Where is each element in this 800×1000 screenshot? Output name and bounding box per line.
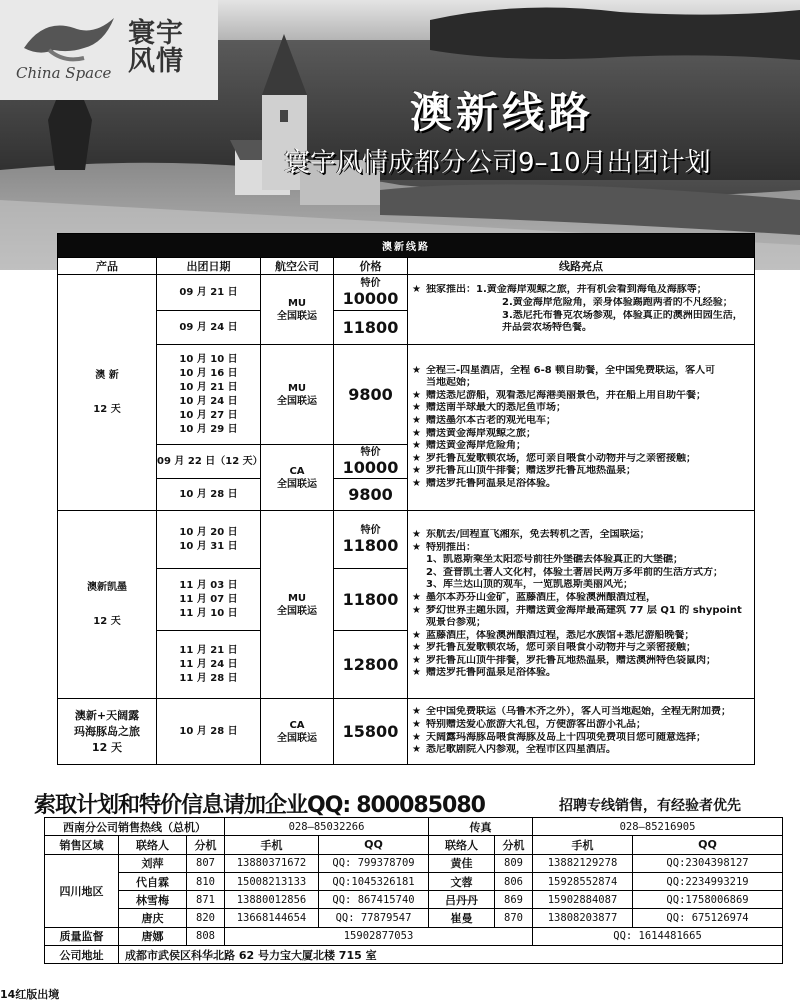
highlight-text: 赠送黄金海岸观鲸之旅； [426,427,536,439]
highlight-text: 罗托鲁瓦山顶牛排餐，罗托鲁瓦地热温泉，赠送澳洲特色袋鼠肉； [426,654,716,666]
star-icon: ★ [412,706,421,718]
highlight-line [412,428,750,441]
date: 11 月 07 日 [179,593,238,605]
contact-headline-text: 索取计划和特价信息请加企业QQ: [34,793,351,818]
qq: QQ:1758006869 [633,891,783,909]
contact-name: 吕丹丹 [429,891,495,909]
highlight-line [412,478,750,491]
contact-name: 刘萍 [119,854,187,872]
airline-cell [261,445,334,511]
departure-dates [157,311,261,345]
highlight-text: 全中国免费联运（乌鲁木齐之外），客人可当地起始，全程无附加费； [426,706,731,718]
logo-chinese-line2: 风情 [128,46,184,77]
qq: QQ: 867415740 [319,891,429,909]
col-contact: 联络人 [429,836,495,854]
header-product: 产品 [58,258,157,275]
extension: 807 [187,854,225,872]
col-mobile: 手机 [225,836,319,854]
page-footer: 14红版出境 [0,988,60,1000]
date: 10 月 21 日 [179,381,238,393]
qq: QQ:1045326181 [319,872,429,890]
star-icon: ★ [412,541,421,553]
departure-dates [157,275,261,311]
date: 10 月 20 日 [179,526,238,538]
date: 10 月 28 日 [179,725,238,737]
header-dates: 出团日期 [157,258,261,275]
col-region: 销售区域 [45,836,119,854]
price-amount: 10000 [342,457,399,477]
fax-label: 传真 [429,818,533,836]
highlight-text: 墨尔本苏芬山金矿，蓝藤酒庄，体验澳洲酿酒过程， [426,591,656,603]
highlight-line [412,732,750,745]
col-mobile: 手机 [533,836,633,854]
qa-label: 质量监督 [45,927,119,945]
airline-note: 全国联运 [277,605,317,617]
star-icon: ★ [412,452,421,464]
highlights-block-2 [408,345,755,511]
price-amount: 9800 [348,484,393,504]
star-icon: ★ [412,604,421,616]
logo-english: China Space [16,64,112,82]
price-cell [334,345,408,445]
highlight-text: 罗托鲁瓦山顶牛排餐；赠送罗托鲁瓦地热温泉； [426,465,636,477]
highlight-line [412,744,750,757]
highlight-line: 2.黄金海岸危险角，亲身体验踢跑两者的不凡经验； [502,296,733,308]
price-cell [334,445,408,479]
highlight-text: 赠送罗托鲁阿温泉足浴体验。 [426,477,556,489]
highlight-line [412,465,750,478]
highlight-text: 全程三-四星酒店，全程 6-8 顿自助餐，全中国免费联运，客人可 [426,364,716,376]
date: 10 月 10 日 [179,353,238,365]
highlight-text: 天阔露玛海豚岛喂食海豚及岛上十四项免费项目您可随意选择； [426,731,706,743]
qq: QQ: 77879547 [319,909,429,927]
header-airline: 航空公司 [261,258,334,275]
highlight-line [412,706,750,719]
contact-name: 崔曼 [429,909,495,927]
star-icon: ★ [412,414,421,426]
hero-banner [0,0,800,270]
highlight-line: 3.悉尼托布鲁克农场参观，体验真正的澳洲田园生活， [502,309,743,321]
recruitment-note: 招聘专线销售，有经验者优先 [559,798,741,814]
airline-note: 全国联运 [277,395,317,407]
highlights-block-1 [408,275,755,345]
highlights-block-4 [408,699,755,765]
star-icon: ★ [412,642,421,654]
date: 11 月 24 日 [179,658,238,670]
hero-subtitle: 寰宇风情成都分公司9–10月出团计划 [284,148,711,178]
extension: 806 [495,872,533,890]
star-icon: ★ [412,402,421,414]
star-icon: ★ [412,591,421,603]
hotline-number: 028–85032266 [225,818,429,836]
date: 10 月 16 日 [179,367,238,379]
date: 10 月 28 日 [179,488,238,500]
star-icon: ★ [412,477,421,489]
highlight-line [412,390,750,403]
mobile: 13668144654 [225,909,319,927]
qa-qq: QQ: 1614481665 [533,927,783,945]
extension: 820 [187,909,225,927]
product-name: 澳新凯墨 [87,581,127,593]
extension: 869 [495,891,533,909]
sales-contact-table [44,817,782,964]
highlight-line [412,453,750,466]
highlight-text: 特别赠送爱心旅游大礼包，方便游客出游小礼品； [426,718,646,730]
airline-cell [261,511,334,699]
highlight-line [412,529,750,542]
highlight-text: 赠送罗托鲁阿温泉足浴体验。 [426,667,556,679]
date: 11 月 28 日 [179,672,238,684]
highlight-line: 1、凯恩斯乘坐太阳恋号前往外堡礁去体验真正的大堡礁； [426,554,683,566]
highlight-text: 赠送黄金海岸危险角； [426,440,526,452]
star-icon: ★ [412,744,421,756]
price-amount: 10000 [342,288,399,308]
contact-name: 黄佳 [429,854,495,872]
highlight-text: 独家推出：1.黄金海岸观鲸之旅，并有机会看到海龟及海豚等； [426,284,707,296]
col-ext: 分机 [495,836,533,854]
price-amount: 11800 [342,317,399,337]
special-price-tag: 特价 [360,524,381,536]
col-qq: QQ [633,836,783,854]
header-price: 价格 [334,258,408,275]
special-price-tag: 特价 [360,446,381,458]
highlight-line [412,642,750,655]
mobile: 15008213133 [225,872,319,890]
airline-note: 全国联运 [277,478,317,490]
logo-chinese-line1: 寰宇 [128,18,184,49]
contact-name: 文蓉 [429,872,495,890]
qa-name: 唐娜 [119,927,187,945]
star-icon: ★ [412,284,421,296]
mobile: 13882129278 [533,854,633,872]
star-icon: ★ [412,427,421,439]
highlight-text: 悉尼歌剧院入内参观，全程市区四星酒店。 [426,744,616,756]
highlight-line [412,592,750,605]
highlight-text: 赠送南半球最大的悉尼鱼市场； [426,402,566,414]
hotline-label: 西南分公司销售热线（总机） [45,818,225,836]
highlight-text: 赠送悉尼游船，观看悉尼海港美丽景色，并在船上用自助午餐； [426,389,706,401]
star-icon: ★ [412,629,421,641]
extension: 810 [187,872,225,890]
table-row [45,891,783,909]
airline-note: 全国联运 [277,732,317,744]
airline-code: CA [289,465,305,477]
date: 10 月 31 日 [179,540,238,552]
highlight-text: 梦幻世界主题乐园，并赠送黄金海岸最高建筑 77 层 Q1 的 shypoint [426,604,742,616]
date: 10 月 27 日 [179,409,238,421]
departure-dates [157,569,261,631]
mobile: 13880371672 [225,854,319,872]
price-cell [334,631,408,699]
highlight-line: 当地起始； [426,377,476,389]
product-days: 12 天 [91,740,123,754]
date: 11 月 10 日 [179,607,238,619]
highlight-line [412,440,750,453]
highlight-line: 观景台参观； [426,617,486,629]
contact-headline [34,788,485,819]
star-icon: ★ [412,440,421,452]
price-cell [334,479,408,511]
star-icon: ★ [412,465,421,477]
price-cell [334,275,408,311]
price-cell [334,569,408,631]
route-table-title: 澳新线路 [58,234,755,258]
qq: QQ:2234993219 [633,872,783,890]
qa-mobile: 15902877053 [225,927,533,945]
airline-code: CA [289,719,305,731]
price-amount: 12800 [342,654,399,674]
special-price-tag: 特价 [360,277,381,289]
highlight-text: 蓝藤酒庄，体验澳洲酿酒过程，悉尼水族馆+悉尼游船晚餐； [426,629,695,641]
region-sichuan: 四川地区 [45,854,119,927]
price-amount: 11800 [342,535,399,555]
price-amount: 11800 [342,589,399,609]
logo [0,0,218,100]
table-row [45,872,783,890]
contact-name: 代自霖 [119,872,187,890]
col-qq: QQ [319,836,429,854]
airline-code: MU [287,382,307,394]
product-days: 12 天 [93,403,121,415]
highlight-line: 并品尝农场特色餐。 [502,322,592,334]
mobile: 13808203877 [533,909,633,927]
header-highlights: 线路亮点 [408,258,755,275]
mobile: 13880012856 [225,891,319,909]
contact-name: 林雪梅 [119,891,187,909]
company-address: 成都市武侯区科华北路 62 号力宝大厦北楼 715 室 [119,946,783,964]
departure-dates [157,699,261,765]
qq: QQ: 675126974 [633,909,783,927]
price-cell [334,699,408,765]
price-amount: 9800 [348,384,393,404]
highlight-text: 赠送墨尔本古老的观光电车； [426,414,556,426]
airline-cell [261,345,334,445]
highlight-line [412,284,750,297]
product-name: 澳 新 [95,369,119,381]
extension: 871 [187,891,225,909]
highlight-line: 3、库兰达山顶的观车，一览凯恩斯美丽风光； [426,579,633,591]
highlight-line [412,667,750,680]
star-icon: ★ [412,667,421,679]
qa-extension: 808 [187,927,225,945]
extension: 809 [495,854,533,872]
table-row [45,854,783,872]
highlight-text: 特别推出： [426,541,476,553]
highlight-text: 罗托鲁瓦爱歌顿农场，您可亲自喂食小动物并与之亲密接触； [426,452,696,464]
col-contact: 联络人 [119,836,187,854]
highlight-line [412,719,750,732]
price-cell [334,511,408,569]
product-aus-nz [58,275,157,511]
highlights-block-3 [408,511,755,699]
date: 09 月 24 日 [179,321,238,333]
highlight-line [412,655,750,668]
star-icon: ★ [412,731,421,743]
hero-title: 澳新线路 [410,88,595,137]
mobile: 15902884087 [533,891,633,909]
date: 10 月 24 日 [179,395,238,407]
airline-code: MU [287,592,307,604]
date: 10 月 29 日 [179,423,238,435]
highlight-line [412,415,750,428]
fax-number: 028–85216905 [533,818,783,836]
star-icon: ★ [412,364,421,376]
extension: 870 [495,909,533,927]
date: 09 月 22 日（12 天） [157,455,263,467]
contact-name: 唐庆 [119,909,187,927]
product-name-line: 玛海豚岛之旅 [74,724,140,738]
star-icon: ★ [412,389,421,401]
col-ext: 分机 [187,836,225,854]
departure-dates [157,345,261,445]
airline-cell [261,275,334,345]
table-row [45,909,783,927]
highlight-line: 2、查普凯土著人文化村，体验土著居民两万多年前的生活方式方； [426,566,723,578]
enterprise-qq: 800085080 [356,793,485,818]
route-table [57,233,754,765]
highlight-line [412,542,750,555]
date: 09 月 21 日 [179,286,238,298]
price-amount: 15800 [342,721,399,741]
highlight-line [412,630,750,643]
departure-dates [157,479,261,511]
qq: QQ:2304398127 [633,854,783,872]
airline-code: MU [287,297,307,309]
highlight-text: 罗托鲁瓦爱歌顿农场，您可亲自喂食小动物并与之亲密接触； [426,642,696,654]
date: 11 月 21 日 [179,644,238,656]
qq: QQ: 799378709 [319,854,429,872]
star-icon: ★ [412,528,421,540]
mobile: 15928552874 [533,872,633,890]
logo-chinese [128,20,208,76]
product-days: 12 天 [93,615,121,627]
date: 11 月 03 日 [179,579,238,591]
product-aus-nz-cairns [58,511,157,699]
departure-dates [157,631,261,699]
airline-cell [261,699,334,765]
star-icon: ★ [412,654,421,666]
product-aus-nz-tangalooma [58,699,157,765]
highlight-line [412,605,750,618]
product-name-line: 澳新+天阔露 [74,708,140,722]
departure-dates [157,445,261,479]
price-cell [334,311,408,345]
airline-note: 全国联运 [277,310,317,322]
address-label: 公司地址 [45,946,119,964]
highlight-text: 东航去/回程直飞湘东，免去转机之苦，全国联运； [426,528,650,540]
highlight-line [412,365,750,378]
star-icon: ★ [412,718,421,730]
highlight-line [412,402,750,415]
departure-dates [157,511,261,569]
